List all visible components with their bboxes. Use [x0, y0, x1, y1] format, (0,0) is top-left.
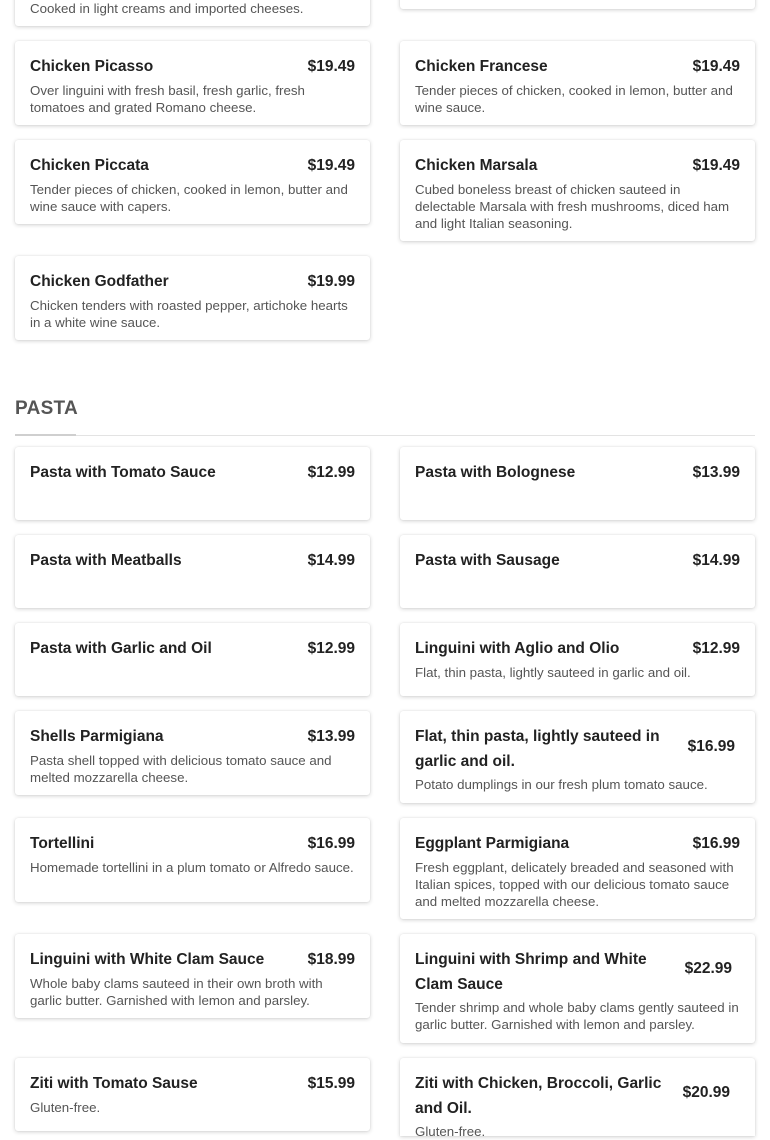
item-price: $20.99 [682, 1084, 730, 1101]
item-description: Gluten-free. [415, 1124, 486, 1139]
item-name: Chicken Piccata [30, 157, 149, 174]
menu-item-card[interactable] [15, 1058, 370, 1131]
item-price: $19.49 [307, 58, 355, 75]
menu-item-card[interactable] [400, 623, 755, 696]
item-price: $12.99 [692, 640, 740, 657]
item-name: Pasta with Bolognese [415, 464, 576, 481]
item-name: Linguini with Shrimp and White Clam Sauce [415, 951, 647, 993]
item-price: $19.49 [307, 157, 355, 174]
item-description: Tender pieces of chicken, cooked in lemon, butter and wine sauce. [415, 83, 733, 115]
item-description: Gluten-free. [30, 1100, 101, 1115]
item-name: Flat, thin pasta, lightly sauteed in garlic and oil. [415, 728, 660, 770]
menu-item-card[interactable] [15, 41, 370, 125]
menu-item-card[interactable] [400, 934, 755, 1043]
menu-item-card-partial[interactable] [400, 0, 755, 9]
item-price: $19.99 [307, 273, 355, 290]
menu-item-card-partial[interactable] [15, 0, 370, 26]
menu-item-card[interactable] [400, 140, 755, 241]
item-price: $12.99 [307, 640, 355, 657]
menu-item-card[interactable] [400, 1058, 755, 1139]
menu-item-card[interactable] [400, 535, 755, 608]
item-name: Chicken Marsala [415, 157, 538, 174]
item-name: Shells Parmigiana [30, 728, 164, 745]
item-price: $19.49 [692, 157, 740, 174]
item-description: Cooked in light creams and imported cheeses. [30, 1, 304, 16]
menu-item-card[interactable] [400, 447, 755, 520]
item-description: Whole baby clams sauteed in their own broth with garlic butter. Garnished with lemon and parsley. [30, 976, 323, 1008]
menu-item-card[interactable] [15, 711, 370, 795]
item-price: $12.99 [307, 464, 355, 481]
menu-item-card[interactable] [15, 818, 370, 902]
item-price: $22.99 [684, 960, 732, 977]
item-price: $16.99 [687, 738, 735, 755]
item-name: Tortellini [30, 835, 95, 852]
item-name: Chicken Godfather [30, 273, 169, 290]
item-name: Pasta with Tomato Sauce [30, 464, 216, 481]
item-price: $19.49 [692, 58, 740, 75]
item-price: $15.99 [307, 1075, 355, 1092]
item-description: Fresh eggplant, delicately breaded and seasoned with Italian spices, topped with our delicious tomato sauce and melted mozzarella cheese. [415, 860, 734, 909]
section-title: PASTA [15, 398, 79, 419]
item-description: Over linguini with fresh basil, fresh garlic, fresh tomatoes and grated Romano cheese. [30, 83, 305, 115]
item-description: Tender shrimp and whole baby clams gently sauteed in garlic butter. Garnished with lemon and parsley. [415, 1000, 739, 1032]
item-price: $16.99 [307, 835, 355, 852]
item-name: Ziti with Tomato Sause [30, 1075, 198, 1092]
item-name: Pasta with Sausage [415, 552, 560, 569]
item-name: Linguini with Aglio and Olio [415, 640, 620, 657]
item-name: Pasta with Garlic and Oil [30, 640, 212, 657]
item-price: $14.99 [307, 552, 355, 569]
item-name: Chicken Picasso [30, 58, 154, 75]
item-description: Cubed boneless breast of chicken sauteed in delectable Marsala with fresh mushrooms, diced ham and light Italian seasoning. [415, 182, 730, 231]
menu-item-card[interactable] [15, 447, 370, 520]
item-price: $18.99 [307, 951, 355, 968]
item-description: Pasta shell topped with delicious tomato sauce and melted mozzarella cheese. [30, 753, 332, 785]
item-name: Pasta with Meatballs [30, 552, 182, 569]
menu-item-card[interactable] [400, 41, 755, 125]
item-description: Tender pieces of chicken, cooked in lemon, butter and wine sauce with capers. [30, 182, 348, 214]
menu-item-card[interactable] [400, 711, 755, 803]
item-description: Potato dumplings in our fresh plum tomato sauce. [415, 777, 708, 792]
item-price: $13.99 [692, 464, 740, 481]
item-price: $14.99 [692, 552, 740, 569]
section-accent-line [15, 434, 76, 436]
item-description: Homemade tortellini in a plum tomato or Alfredo sauce. [30, 860, 354, 875]
section-divider [15, 435, 755, 436]
item-description: Flat, thin pasta, lightly sauteed in garlic and oil. [415, 665, 691, 680]
menu-item-card[interactable] [400, 818, 755, 919]
menu-item-card[interactable] [15, 256, 370, 340]
item-name: Ziti with Chicken, Broccoli, Garlic and Oil. [415, 1075, 662, 1117]
menu-item-card[interactable] [15, 140, 370, 224]
item-name: Chicken Francese [415, 58, 548, 75]
item-name: Linguini with White Clam Sauce [30, 951, 265, 968]
item-description: Chicken tenders with roasted pepper, artichoke hearts in a white wine sauce. [30, 298, 348, 330]
menu-item-card[interactable] [15, 623, 370, 696]
item-price: $13.99 [307, 728, 355, 745]
menu-item-card[interactable] [15, 535, 370, 608]
item-name: Eggplant Parmigiana [415, 835, 570, 852]
item-price: $16.99 [692, 835, 740, 852]
menu-item-card[interactable] [15, 934, 370, 1018]
